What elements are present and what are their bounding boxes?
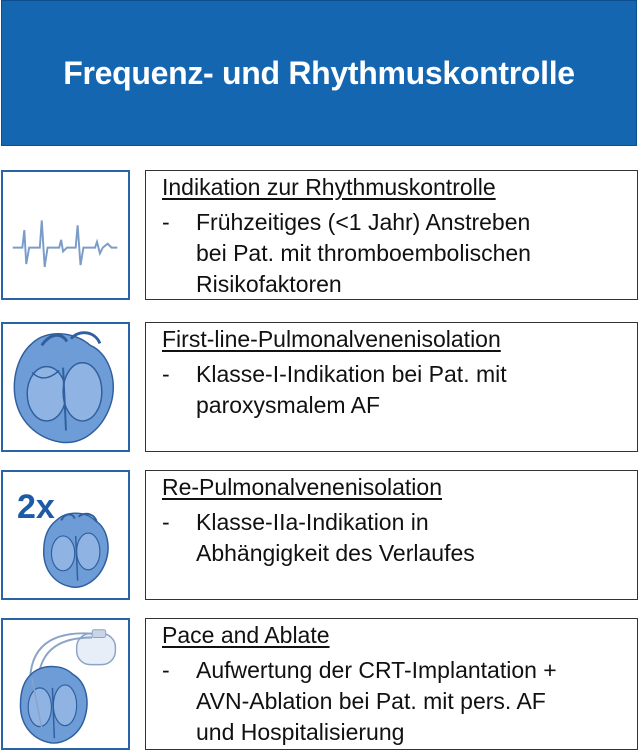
bullet-line: Aufwertung der CRT-Implantation + bbox=[196, 657, 557, 683]
bullet-line: und Hospitalisierung bbox=[196, 719, 405, 745]
bullet-line: Abhängigkeit des Verlaufes bbox=[196, 540, 475, 566]
card-title: First-line-Pulmonalvenenisolation bbox=[162, 326, 501, 352]
ecg-trace-icon bbox=[3, 172, 128, 298]
card-rhythm-control bbox=[145, 170, 638, 300]
bullet-dash: - bbox=[162, 509, 170, 535]
bullet-line: Frühzeitiges (<1 Jahr) Anstreben bbox=[196, 209, 531, 235]
bullet-line: paroxysmalem AF bbox=[196, 392, 381, 418]
icon-box-ecg bbox=[1, 170, 130, 300]
bullet-line: bei Pat. mit thromboembolischen bbox=[196, 240, 531, 266]
card-pace-and-ablate bbox=[145, 618, 638, 750]
heart-icon bbox=[3, 324, 128, 450]
icon-box-heart bbox=[1, 322, 130, 452]
card-first-line-pvi bbox=[145, 322, 638, 452]
page-title: Frequenz- und Rhythmuskontrolle bbox=[63, 54, 575, 91]
repeat-badge: 2x bbox=[17, 488, 55, 526]
bullet-line: AVN-Ablation bei Pat. mit pers. AF bbox=[196, 688, 546, 714]
icon-box-redo bbox=[1, 470, 130, 600]
pacemaker-heart-icon bbox=[3, 620, 128, 748]
bullet-line: Klasse-I-Indikation bei Pat. mit bbox=[196, 361, 507, 387]
card-re-pvi bbox=[145, 470, 638, 600]
bullet-line: Risikofaktoren bbox=[196, 271, 342, 297]
card-title: Indikation zur Rhythmuskontrolle bbox=[162, 174, 496, 200]
bullet-dash: - bbox=[162, 657, 170, 683]
bullet-dash: - bbox=[162, 361, 170, 387]
bullet-line: Klasse-IIa-Indikation in bbox=[196, 509, 429, 535]
bullet-dash: - bbox=[162, 209, 170, 235]
card-title: Re-Pulmonalvenenisolation bbox=[162, 474, 442, 500]
card-title: Pace and Ablate bbox=[162, 622, 330, 648]
icon-box-pacemaker bbox=[1, 618, 130, 750]
header-banner bbox=[1, 0, 637, 146]
